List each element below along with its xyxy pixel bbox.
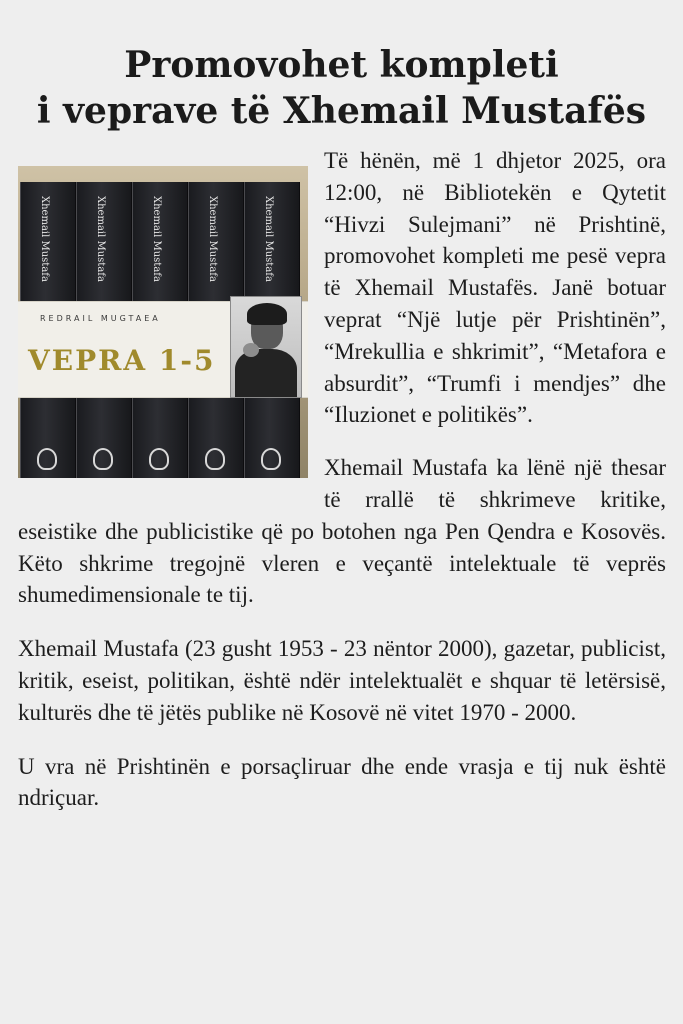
spine-title: Xhemail Mustafa (207, 196, 218, 282)
spine-title: Xhemail Mustafa (151, 196, 162, 282)
spine-title: Xhemail Mustafa (95, 196, 106, 282)
article-headline (0, 42, 683, 134)
paragraph-biography: Xhemail Mustafa (23 gusht 1953 - 23 nëntor 2000), gazetar, publicist, kritik, eseist, politikan, është ndër intelektualët e shquar të letërsisë, kulturës dhe të jëtës publike në Kosovë në vitet 1970 - 2000. (18, 636, 666, 725)
article-body (18, 145, 666, 814)
headline-line-1: Promovohet kompleti (124, 44, 559, 87)
spine-title: Xhemail Mustafa (39, 196, 50, 282)
band-author-name: REDRAIL MUGTAEA (40, 314, 161, 323)
paragraph-legacy: Xhemail Mustafa ka lënë një thesar të rrallë të shkrimeve kritike, eseistike dhe publicistike që po botohen nga Pen Qendra e Kosovës. Këto shkrime tregojnë vleren e veçantë intelektuale të veprës shumedimensionale te tij. (18, 455, 666, 608)
paragraph-death: U vra në Prishtinën e porsaçliruar dhe ende vrasja e tij nuk është ndriçuar. (18, 753, 666, 811)
photo-float-space (18, 145, 324, 486)
paragraph-promotion: Të hënën, më 1 dhjetor 2025, ora 12:00, në Bibliotekën e Qytetit “Hivzi Sulejmani” në Prishtinë, promovohet kompleti me pesë vepra të Xhemail Mustafës. Janë botuar veprat “Një lutje për Prishtinën”, “Mrekullia e shkrimit”, “Metafora e absurdit”, “Trumfi i mendjes” dhe “Iluzionet e politikës”. (324, 148, 666, 428)
headline-line-2: i veprave të Xhemail Mustafës (36, 90, 647, 133)
band-title: VEPRA 1-5 (28, 344, 216, 377)
spine-title: Xhemail Mustafa (263, 196, 274, 282)
